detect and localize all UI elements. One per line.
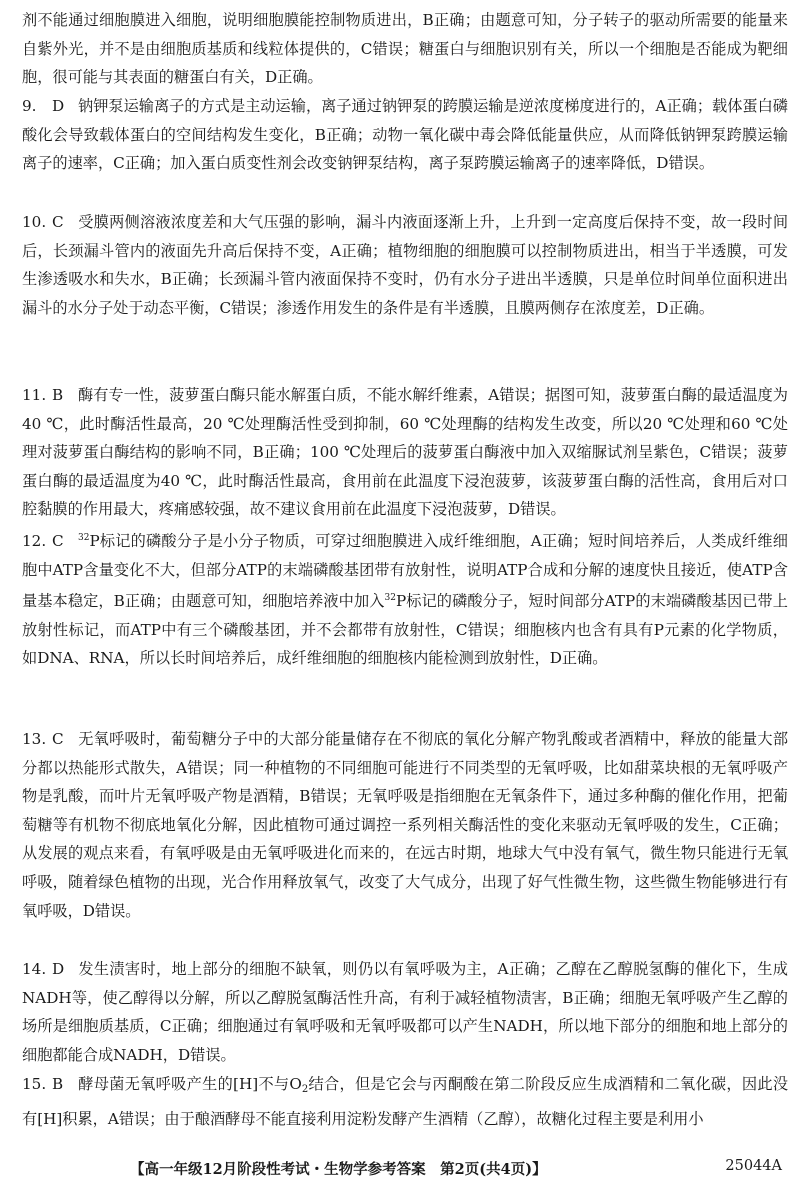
item-number: 13. <box>22 730 47 748</box>
item-explanation: 无氧呼吸时，葡萄糖分子中的大部分能量储存在不彻底的氧化分解产物乳酸或者酒精中，释放的能量大部分都以热能形式散失，A错误；同一种植物的不同细胞可能进行不同类型的无氧呼吸，比如甜菜块根的无氧呼吸产物是乳酸，而叶片无氧呼吸产物是酒精，B错误；无氧呼吸是指细胞在无氧条件下，通过多种酶的催化作用，把葡萄糖等有机物不彻底地氧化分解，因此植物可通过调控一系列相关酶活性的变化来驱动无氧呼吸的发生，C正确；从发展的观点来看，有氧呼吸是由无氧呼吸进化而来的，在远古时期，地球大气中没有氧气，微生物只能进行无氧呼吸，随着绿色植物的出现，光合作用释放氧气，改变了大气成分，出现了好气性微生物，这些微生物能够进行有氧呼吸，D错误。 <box>22 730 788 920</box>
item-explanation: 钠钾泵运输离子的方式是主动运输，离子通过钠钾泵的跨膜运输是逆浓度梯度进行的，A正确；载体蛋白磷酸化会导致载体蛋白的空间结构发生变化，B正确；动物一氧化碳中毒会降低能量供应，从而降低钠钾泵跨膜运输离子的速率，C正确；加入蛋白质变性剂会改变钠钾泵结构，离子泵跨膜运输离子的速率降低，D错误。 <box>22 97 788 173</box>
item-8-continuation: 剂不能通过细胞膜进入细胞，说明细胞膜能控制物质进出，B正确；由题意可知，分子转子的驱动所需要的能量来自紫外光，并不是由细胞质基质和线粒体提供的，C错误；糖蛋白与细胞识别有关，所以一个细胞是否能成为靶细胞，很可能与其表面的糖蛋白有关，D正确。 <box>22 11 788 87</box>
answer-item-14 <box>22 955 788 1069</box>
item-number: 14. <box>22 960 47 978</box>
item-explanation-part-b: P标记的磷酸分子，短时间部分ATP的末端磷酸基因已带上放射性标记，而ATP中有三个磷酸基团，并不会都带有放射性，C错误；细胞核内也含有具有P元素的化学物质，如DNA、RNA，所以长时间培养后，成纤维细胞的细胞核内能检测到放射性，D正确。 <box>22 592 788 668</box>
item-answer: B <box>52 386 64 404</box>
item-explanation-part-a: P标记的磷酸分子是小分子物质，可穿过细胞膜进入成纤维细胞，A正确；短时间培养后，人类成纤维细胞中ATP含量变化不大，但部分ATP的末端磷酸基团带有放射性，说明ATP合成和分解的速度快且接近，使ATP含量基本稳定，B正确；由题意可知，细胞培养液中加入 <box>22 532 788 611</box>
item-answer: C <box>52 213 64 231</box>
footer-title: 【高一年级12月阶段性考试・生物学参考答案 第2页(共4页)】 <box>130 1161 547 1178</box>
isotope-superscript: 32 <box>78 533 90 543</box>
item-explanation: 发生渍害时，地上部分的细胞不缺氧，则仍以有氧呼吸为主，A正确；乙醇在乙醇脱氢酶的催化下，生成NADH等，使乙醇得以分解，所以乙醇脱氢酶活性升高，有利于减轻植物渍害，B正确；细胞无氧呼吸产生乙醇的场所是细胞质基质，C正确；细胞通过有氧呼吸和无氧呼吸都可以产生NADH，所以地下部分的细胞和地上部分的细胞都能合成NADH，D错误。 <box>22 960 788 1064</box>
item-answer: D <box>52 960 65 978</box>
answer-item-10 <box>22 208 788 322</box>
item-explanation: 受膜两侧溶液浓度差和大气压强的影响，漏斗内液面逐渐上升，上升到一定高度后保持不变，故一段时间后，长颈漏斗管内的液面先升高后保持不变，A正确；植物细胞的细胞膜可以控制物质进出，相当于半透膜，可发生渗透吸水和失水，B正确；长颈漏斗管内液面保持不变时，仍有水分子进出半透膜，只是单位时间单位面积进出漏斗的水分子处于动态平衡，C错误；渗透作用发生的条件是有半透膜，且膜两侧存在浓度差，D正确。 <box>22 213 788 317</box>
item-number: 9. <box>22 97 37 115</box>
answer-item-15 <box>22 1070 788 1133</box>
exam-code: 25044A <box>725 1158 782 1174</box>
item-explanation: 酶有专一性，菠萝蛋白酶只能水解蛋白质，不能水解纤维素，A错误；据图可知，菠萝蛋白酶的最适温度为40 ℃，此时酶活性最高，20 ℃处理酶活性受到抑制，60 ℃处理酶的结构发生改变，所以20 ℃处理和60 ℃处理对菠萝蛋白酶结构的影响不同，B正确；100 ℃处理后的菠萝蛋白酶液中加入双缩脲试剂呈紫色，C错误；菠萝蛋白酶的最适温度为40 ℃，此时酶活性最高，食用前在此温度下浸泡菠萝，该菠萝蛋白酶的活性高，食用后对口腔黏膜的作用最大，疼痛感较强，故不建议食用前在此温度下浸泡菠萝，D错误。 <box>22 386 788 519</box>
item-number: 11. <box>22 386 47 404</box>
answer-item-13 <box>22 725 788 925</box>
item-number: 12. <box>22 532 47 550</box>
item-answer: B <box>52 1075 64 1093</box>
answer-item-11 <box>22 381 788 524</box>
item-number: 10. <box>22 213 47 231</box>
item-explanation-part-b: 结合，但是它会与丙酮酸在第二阶段反应生成酒精和二氧化碳，因此没有[H]积累，A错误；由于酿酒酵母不能直接利用淀粉发酵产生酒精（乙醇），故糖化过程主要是利用小 <box>22 1075 789 1128</box>
item-answer: C <box>52 730 64 748</box>
item-number: 15. <box>22 1075 47 1093</box>
item-answer: C <box>52 532 64 550</box>
answer-item-9 <box>22 92 788 178</box>
oxygen-subscript: 2 <box>301 1084 309 1095</box>
answer-item-12 <box>22 524 788 673</box>
page-footer <box>0 1150 800 1190</box>
item-answer: D <box>52 97 65 115</box>
isotope-superscript: 32 <box>384 593 396 604</box>
item-explanation-part-a: 酵母菌无氧呼吸产生的[H]不与O <box>78 1075 302 1093</box>
